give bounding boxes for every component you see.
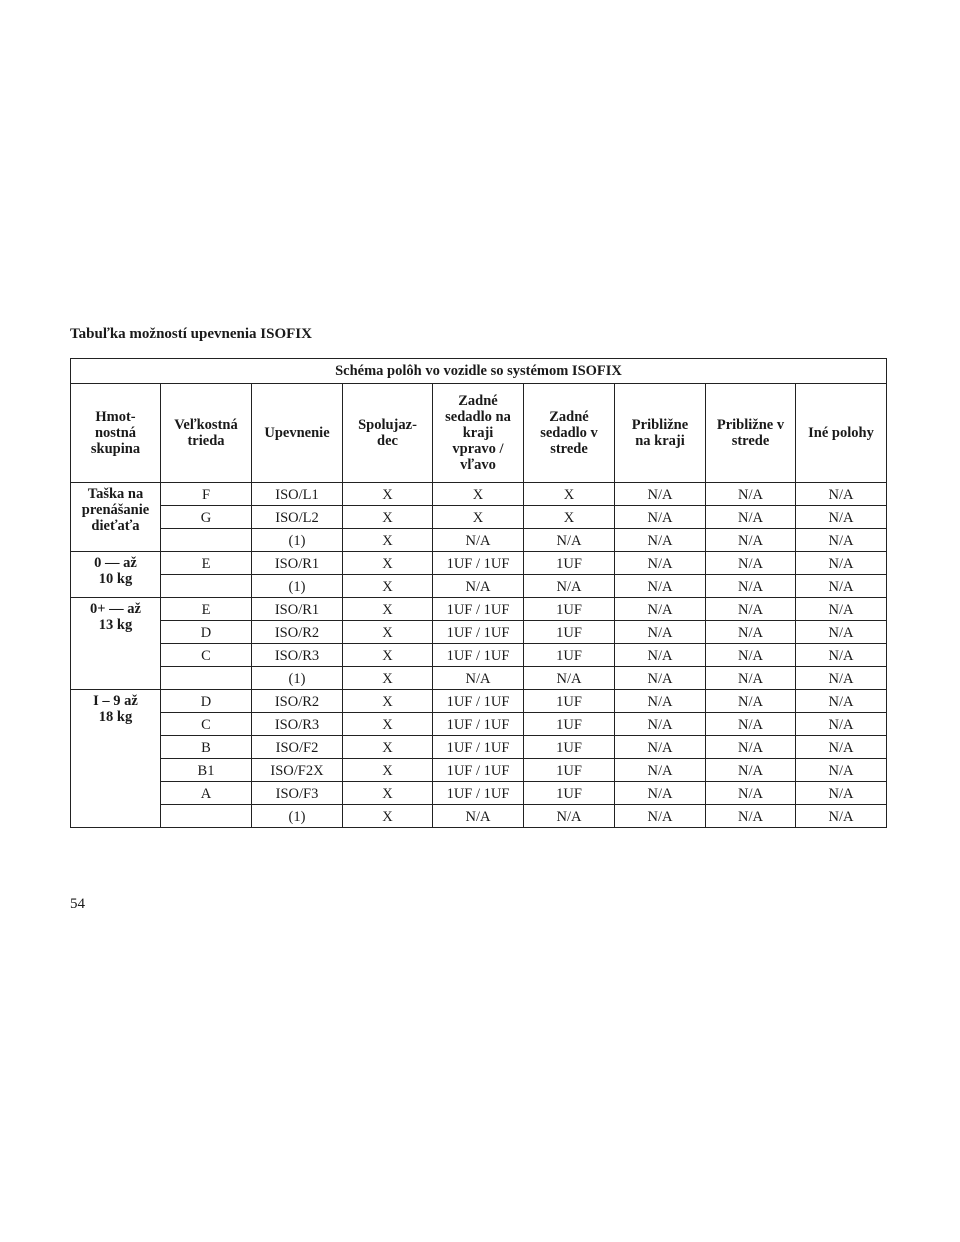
- table-cell: N/A: [433, 805, 524, 828]
- table-cell: N/A: [706, 483, 796, 506]
- table-cell: D: [161, 690, 252, 713]
- table-row: [71, 598, 887, 621]
- column-header-line: Približne v: [716, 417, 785, 433]
- column-header: [343, 384, 433, 483]
- table-row: [71, 529, 887, 552]
- weight-group-label-line: 13 kg: [98, 617, 133, 633]
- weight-group-label-line: I – 9 až: [93, 693, 138, 709]
- table-cell: X: [343, 621, 433, 644]
- table-cell: 1UF / 1UF: [433, 759, 524, 782]
- table-cell: 1UF: [524, 621, 615, 644]
- table-row: [71, 506, 887, 529]
- column-header: [252, 384, 343, 483]
- table-cell: N/A: [524, 805, 615, 828]
- table-cell: N/A: [615, 805, 706, 828]
- table-cell: E: [161, 552, 252, 575]
- column-header-line: vľavo: [460, 457, 496, 473]
- column-header-line: nostná: [94, 425, 137, 441]
- table-cell: (1): [252, 575, 343, 598]
- table-cell: N/A: [706, 506, 796, 529]
- table-cell: N/A: [615, 690, 706, 713]
- column-header-line: sedadlo na: [445, 409, 511, 425]
- table-cell: X: [343, 713, 433, 736]
- table-cell: B: [161, 736, 252, 759]
- table-cell: ISO/R1: [252, 598, 343, 621]
- table-cell: 1UF / 1UF: [433, 621, 524, 644]
- table-row: [71, 483, 887, 506]
- table-cell: N/A: [615, 713, 706, 736]
- table-cell: [161, 805, 252, 828]
- table-cell: N/A: [796, 759, 887, 782]
- table-cell: 1UF / 1UF: [433, 552, 524, 575]
- column-header-line: Hmot-: [95, 409, 136, 425]
- table-cell: ISO/F3: [252, 782, 343, 805]
- column-header-line: strede: [550, 441, 588, 457]
- weight-group-label-line: 0+ — až: [90, 601, 141, 617]
- column-header-line: trieda: [187, 433, 225, 449]
- table-caption-row: [71, 359, 887, 384]
- table-cell: N/A: [433, 575, 524, 598]
- table-cell: N/A: [615, 529, 706, 552]
- table-cell: N/A: [615, 759, 706, 782]
- table-cell: 1UF / 1UF: [433, 598, 524, 621]
- column-header-line: Zadné: [549, 409, 589, 425]
- table-cell: [161, 575, 252, 598]
- column-header-line: dec: [377, 433, 398, 449]
- table-cell: N/A: [796, 667, 887, 690]
- column-header: [615, 384, 706, 483]
- table-row: [71, 575, 887, 598]
- table-cell: N/A: [524, 529, 615, 552]
- table-cell: X: [343, 529, 433, 552]
- table-cell: N/A: [706, 736, 796, 759]
- table-cell: ISO/L2: [252, 506, 343, 529]
- table-cell: N/A: [796, 805, 887, 828]
- table-cell: X: [524, 483, 615, 506]
- table-cell: X: [343, 506, 433, 529]
- table-cell: B1: [161, 759, 252, 782]
- table-cell: 1UF: [524, 759, 615, 782]
- table-cell: N/A: [706, 690, 796, 713]
- table-cell: 1UF / 1UF: [433, 644, 524, 667]
- table-cell: ISO/R2: [252, 690, 343, 713]
- column-header: [524, 384, 615, 483]
- table-row: [71, 644, 887, 667]
- table-cell: N/A: [796, 644, 887, 667]
- table-cell: N/A: [706, 713, 796, 736]
- table-cell: 1UF: [524, 644, 615, 667]
- table-cell: N/A: [796, 552, 887, 575]
- table-row: [71, 713, 887, 736]
- table-cell: ISO/F2X: [252, 759, 343, 782]
- table-cell: F: [161, 483, 252, 506]
- table-cell: N/A: [615, 598, 706, 621]
- section-title: Tabuľka možností upevnenia ISOFIX: [70, 326, 312, 342]
- table-cell: N/A: [796, 621, 887, 644]
- table-row: [71, 736, 887, 759]
- table-cell: X: [343, 782, 433, 805]
- table-cell: N/A: [615, 552, 706, 575]
- column-header: [796, 384, 887, 483]
- table-cell: X: [343, 805, 433, 828]
- weight-group-label-line: 0 — až: [94, 555, 137, 571]
- table-cell: (1): [252, 529, 343, 552]
- table-row: [71, 667, 887, 690]
- table-row: [71, 805, 887, 828]
- table-cell: N/A: [706, 598, 796, 621]
- weight-group-label: [71, 598, 161, 690]
- table-cell: N/A: [615, 667, 706, 690]
- table-cell: N/A: [706, 575, 796, 598]
- table-cell: N/A: [615, 644, 706, 667]
- table-header-row: [71, 384, 887, 483]
- weight-group-label: [71, 690, 161, 828]
- column-header-line: Spolujaz-: [358, 417, 417, 433]
- table-cell: N/A: [796, 506, 887, 529]
- table-cell: (1): [252, 667, 343, 690]
- column-header-line: skupina: [90, 441, 141, 457]
- weight-group-label-line: dieťaťa: [91, 518, 140, 534]
- table-cell: N/A: [615, 782, 706, 805]
- table-cell: 1UF / 1UF: [433, 782, 524, 805]
- table-cell: ISO/F2: [252, 736, 343, 759]
- table-cell: X: [343, 552, 433, 575]
- column-header: [71, 384, 161, 483]
- table-cell: E: [161, 598, 252, 621]
- column-header-line: Zadné: [458, 393, 498, 409]
- table-cell: N/A: [796, 736, 887, 759]
- column-header: [433, 384, 524, 483]
- table-cell: N/A: [706, 667, 796, 690]
- table-cell: 1UF / 1UF: [433, 713, 524, 736]
- table-cell: (1): [252, 805, 343, 828]
- table-cell: 1UF / 1UF: [433, 736, 524, 759]
- column-header-line: sedadlo v: [540, 425, 598, 441]
- table-cell: N/A: [796, 575, 887, 598]
- table-cell: 1UF: [524, 690, 615, 713]
- table-cell: 1UF: [524, 736, 615, 759]
- table-row: [71, 759, 887, 782]
- table-cell: X: [343, 598, 433, 621]
- weight-group-label: [71, 483, 161, 552]
- weight-group-label-line: Taška na: [87, 486, 144, 502]
- table-cell: N/A: [706, 782, 796, 805]
- weight-group-label: [71, 552, 161, 598]
- table-cell: 1UF: [524, 713, 615, 736]
- table-cell: ISO/R2: [252, 621, 343, 644]
- table-cell: N/A: [796, 529, 887, 552]
- table-caption: Schéma polôh vo vozidle so systémom ISOFIX: [71, 359, 887, 384]
- table-cell: X: [343, 667, 433, 690]
- table-cell: X: [343, 759, 433, 782]
- table-row: [71, 621, 887, 644]
- table-cell: N/A: [433, 529, 524, 552]
- table-cell: X: [433, 483, 524, 506]
- table-cell: N/A: [615, 736, 706, 759]
- table-cell: A: [161, 782, 252, 805]
- column-header-line: Približne: [631, 417, 689, 433]
- table-cell: N/A: [615, 621, 706, 644]
- column-header: [706, 384, 796, 483]
- table-cell: [161, 529, 252, 552]
- page-number: 54: [70, 896, 85, 912]
- table-cell: X: [433, 506, 524, 529]
- table-cell: 1UF: [524, 552, 615, 575]
- table-cell: 1UF: [524, 598, 615, 621]
- table-cell: D: [161, 621, 252, 644]
- table-row: [71, 552, 887, 575]
- table-cell: X: [343, 483, 433, 506]
- table-cell: ISO/L1: [252, 483, 343, 506]
- column-header-line: kraji: [462, 425, 494, 441]
- table-cell: N/A: [706, 529, 796, 552]
- table-cell: N/A: [796, 483, 887, 506]
- table-cell: N/A: [706, 805, 796, 828]
- weight-group-label-line: prenášanie: [81, 502, 150, 518]
- table-cell: [161, 667, 252, 690]
- table-row: [71, 782, 887, 805]
- column-header-line: Iné polohy: [808, 425, 874, 441]
- table-cell: N/A: [615, 483, 706, 506]
- table-cell: N/A: [524, 667, 615, 690]
- table-cell: N/A: [433, 667, 524, 690]
- table-cell: X: [343, 644, 433, 667]
- table-cell: N/A: [796, 782, 887, 805]
- isofix-table: [70, 358, 887, 828]
- table-cell: C: [161, 713, 252, 736]
- table-cell: N/A: [706, 759, 796, 782]
- table-cell: X: [524, 506, 615, 529]
- table-cell: C: [161, 644, 252, 667]
- column-header-line: vpravo /: [452, 441, 504, 457]
- table-cell: X: [343, 575, 433, 598]
- weight-group-label-line: 18 kg: [98, 709, 133, 725]
- table-cell: N/A: [706, 552, 796, 575]
- table-cell: N/A: [706, 621, 796, 644]
- table-body: [71, 483, 887, 828]
- column-header: [161, 384, 252, 483]
- table-cell: G: [161, 506, 252, 529]
- table-cell: ISO/R1: [252, 552, 343, 575]
- table-cell: N/A: [615, 506, 706, 529]
- column-header-line: Veľkostná: [174, 417, 238, 433]
- table-cell: N/A: [796, 598, 887, 621]
- weight-group-label-line: 10 kg: [98, 571, 133, 587]
- table-cell: N/A: [796, 713, 887, 736]
- column-header-line: na kraji: [635, 433, 685, 449]
- column-header-line: strede: [731, 433, 770, 449]
- table-cell: X: [343, 736, 433, 759]
- table-cell: N/A: [706, 644, 796, 667]
- table-cell: N/A: [796, 690, 887, 713]
- table-cell: ISO/R3: [252, 644, 343, 667]
- table-cell: N/A: [615, 575, 706, 598]
- table-cell: N/A: [524, 575, 615, 598]
- table-cell: 1UF / 1UF: [433, 690, 524, 713]
- table-cell: X: [343, 690, 433, 713]
- column-header-line: Upevnenie: [264, 425, 330, 441]
- table-row: [71, 690, 887, 713]
- table-cell: 1UF: [524, 782, 615, 805]
- table-cell: ISO/R3: [252, 713, 343, 736]
